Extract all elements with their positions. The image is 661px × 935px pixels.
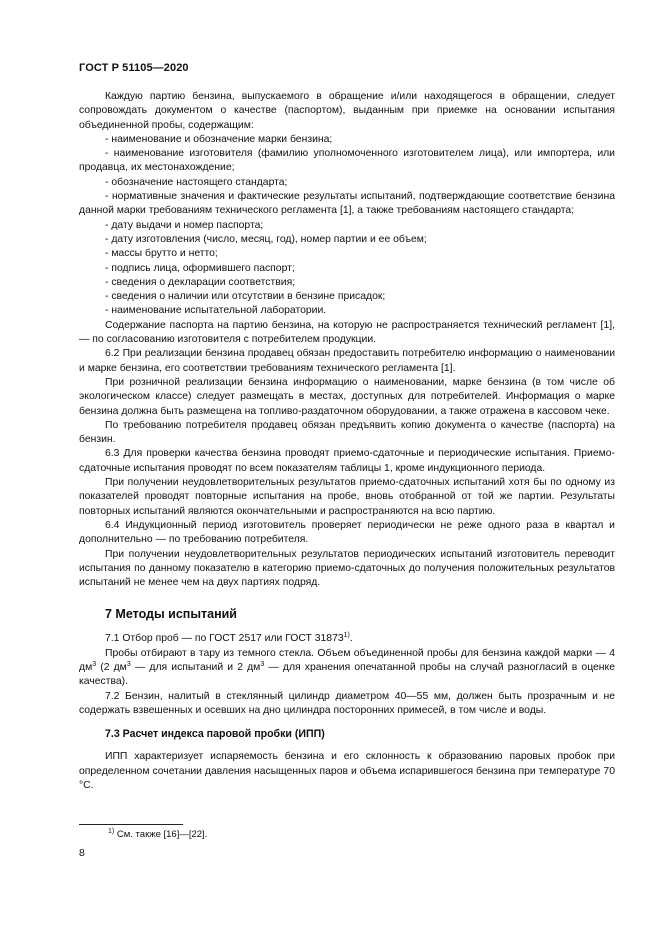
footnote-divider — [79, 824, 183, 825]
superscript: 3 — [126, 660, 131, 668]
footnote-ref: 1) — [343, 632, 350, 640]
list-item: - сведения о наличии или отсутствии в бензине присадок; — [105, 291, 386, 303]
paragraph-ipp: ИПП характеризует испаряемость бензина и его склонность к образованию паровых пробок при определенном сочетании давления насыщенных паров и объема испарившегося бензина при температуре 70 °С. — [79, 751, 615, 792]
paragraph-7-2: 7.2 Бензин, налитый в стеклянный цилиндр диаметром 40—55 мм, должен быть прозрачным и не содержать взвешенных и осевших на дно цилиндра посторонних примесей, в том числе и воды. — [79, 690, 615, 716]
footnote — [108, 829, 207, 841]
text: 7.1 Отбор проб — по ГОСТ 2517 или ГОСТ 31873 — [105, 633, 344, 645]
document-header: ГОСТ Р 51105—2020 — [79, 62, 189, 74]
paragraph-7-1 — [79, 632, 615, 646]
text: (2 дм — [96, 661, 127, 673]
section-heading-7-3: 7.3 Расчет индекса паровой пробки (ИПП) — [105, 728, 325, 741]
superscript: 3 — [92, 660, 97, 668]
list-item: - массы брутто и нетто; — [105, 248, 218, 260]
paragraph-periodic-fail: При получении неудовлетворительных результатов периодических испытаний изготовитель переводит испытания по данному показателю в категорию приемо-сдаточных до получения положительных результатов испытаний не менее чем на двух партиях подряд. — [79, 548, 615, 589]
list-item: - нормативные значения и фактические результаты испытаний, подтверждающие соответствие бензина данной марки требованиям технического регламента [1], а также требованиям настоящего стандарта; — [79, 191, 615, 217]
list-item: - сведения о декларации соответствия; — [105, 276, 296, 288]
list-item: - обозначение настоящего стандарта; — [105, 176, 288, 188]
paragraph-repeat-tests: При получении неудовлетворительных результатов приемо-сдаточных испытаний хотя бы по одному из показателей проводят повторные испытания на пробе, вновь отобранной от той же партии. Результаты повторных испытаний являются окончательными и распространяются на всю партию. — [79, 477, 615, 517]
text: Пробы отбирают в тару из темного стекла. Объем объединенной пробы для бензина каждой марки — 4 дм — [79, 647, 615, 673]
footnote-text: См. также [16]—[22]. — [114, 829, 208, 840]
text: — для хранения опечатанной пробы на случай разногласий в оценке качества). — [79, 661, 615, 688]
footnote-mark: 1) — [108, 828, 115, 835]
list-item: - дату изготовления (число, месяц, год), номер партии и ее объем; — [105, 233, 427, 245]
text: . — [349, 633, 353, 645]
paragraph-passport-content: Содержание паспорта на партию бензина, на которую не распространяется технический регламент [1], — по согласованию изготовителя с потребителем продукции. — [79, 319, 615, 346]
paragraph-retail-info: При розничной реализации бензина информацию о наименовании, марке бензина (в том числе об экологическом классе) следует размещать в местах, доступных для потребителей. Информация о марке бензина должна быть размещена на топливо-раздаточном оборудовании, а также отражена в кассовом чеке. — [79, 376, 615, 417]
paragraph-6-3: 6.3 Для проверки качества бензина проводят приемо-сдаточные и периодические испытания. Приемо-сдаточные испытания проводят по всем показателям таблицы 1, кроме индукционного периода. — [79, 448, 615, 474]
list-item: - подпись лица, оформившего паспорт; — [105, 262, 295, 274]
list-item: - дату выдачи и номер паспорта; — [105, 219, 264, 231]
paragraph-consumer-request: По требованию потребителя продавец обязан предъявить копию документа о качестве (паспорта) на бензин. — [79, 419, 615, 446]
list-item: - наименование и обозначение марки бензина; — [105, 133, 333, 145]
superscript: 3 — [260, 660, 265, 668]
list-item: - наименование изготовителя (фамилию уполномоченного изготовителем лица), или импортера, или продавца, их местонахождение; — [79, 148, 615, 174]
paragraph-6-2: 6.2 При реализации бензина продавец обязан предоставить потребителю информацию о наименовании и марке бензина, его соответствии требованиям технического регламента [1]. — [79, 348, 615, 374]
section-heading-7: 7 Методы испытаний — [105, 607, 237, 622]
paragraph-6-4: 6.4 Индукционный период изготовитель проверяет периодически не реже одного раза в квартал и дополнительно — по требованию потребителя. — [79, 519, 615, 546]
page-number: 8 — [79, 848, 85, 859]
text: — для испытаний и 2 дм — [130, 661, 261, 673]
page-body — [79, 90, 615, 793]
paragraph-sampling — [79, 647, 615, 690]
paragraph-passport-intro: Каждую партию бензина, выпускаемого в обращение и/или находящегося в обращении, следует сопровождать документом о качестве (паспортом), выданным при приемке на основании испытания объединенной пробы, содержащим: — [79, 91, 615, 131]
list-item: - наименование испытательной лаборатории. — [105, 305, 327, 317]
